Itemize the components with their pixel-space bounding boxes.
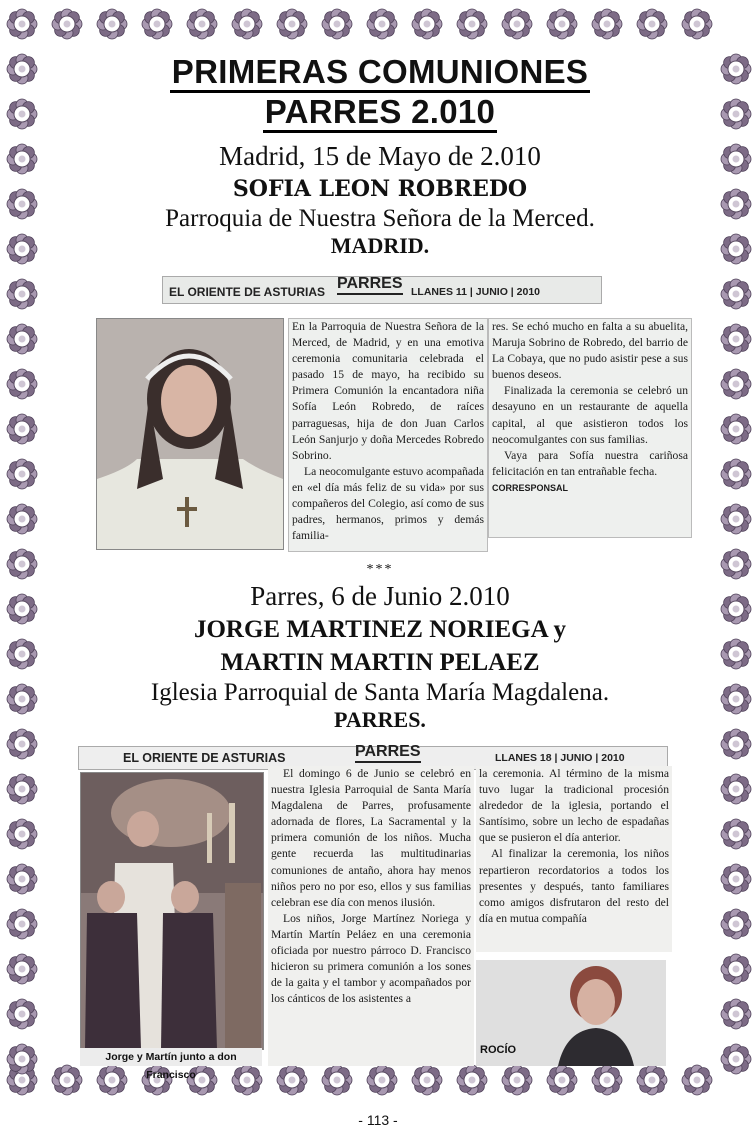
border-flower-icon: [7, 369, 37, 399]
border-flower-icon: [187, 9, 217, 39]
section1-girl-photo: [96, 318, 284, 550]
article-signature: CORRESPONSAL: [492, 482, 569, 493]
border-flower-icon: [721, 504, 751, 534]
article-paragraph: Finalizada la ceremonia se celebró un desayuno en un restaurante de aquella capital, al que asistieron todos los neocomulgantes con sus familias.: [492, 384, 688, 446]
border-flower-icon: [277, 9, 307, 39]
article-paragraph: res. Se echó mucho en falta a su abuelita, Maruja Sobrino de Robredo, del barrio de La Cobaya, que no pudo asistir pese a sus buenos deseos.: [492, 320, 688, 382]
border-flower-icon: [721, 234, 751, 264]
page-content: [48, 52, 712, 1082]
border-flower-icon: [142, 9, 172, 39]
border-flower-icon: [721, 729, 751, 759]
border-flower-icon: [232, 9, 262, 39]
article-paragraph: La neocomulgante estuvo acompañada en «el día más feliz de su vida» por sus compañeros del Colegio, así como de sus padres, hermanos, primos y demás familia-: [292, 464, 484, 543]
section1-article-col1: [288, 318, 488, 552]
border-flower-icon: [7, 819, 37, 849]
section2-parish: Iglesia Parroquial de Santa María Magdalena.: [150, 679, 610, 706]
section1-name: SOFIA LEON ROBREDO: [232, 176, 528, 202]
border-flower-icon: [592, 9, 622, 39]
section1-city: MADRID.: [330, 233, 430, 258]
border-flower-icon: [721, 909, 751, 939]
border-flower-icon: [7, 684, 37, 714]
border-flower-icon: [721, 144, 751, 174]
border-flower-icon: [721, 999, 751, 1029]
border-flower-icon: [7, 774, 37, 804]
border-flower-icon: [721, 954, 751, 984]
border-flower-icon: [322, 9, 352, 39]
border-flower-icon: [721, 369, 751, 399]
border-flower-icon: [7, 729, 37, 759]
article-paragraph: Los niños, Jorge Martínez Noriega y Martín Martín Peláez en una ceremonia oficiada por nuestro párroco D. Francisco hicieron su primera comunión a los sones de la gaita y el tambor y acompañados por los cánticos de los asistentes a: [271, 911, 471, 1006]
banner-section: PARRES: [337, 275, 403, 295]
page-number: - 113 -: [358, 1112, 398, 1128]
border-flower-icon: [7, 234, 37, 264]
page-title: [48, 52, 712, 132]
border-flower-icon: [721, 414, 751, 444]
border-flower-icon: [547, 9, 577, 39]
border-flower-icon: [721, 324, 751, 354]
border-flower-icon: [7, 549, 37, 579]
banner-edition: LLANES 11 | JUNIO | 2010: [411, 286, 541, 298]
border-flower-icon: [7, 954, 37, 984]
banner-paper-name: EL ORIENTE DE ASTURIAS: [169, 285, 326, 299]
banner-paper-name: EL ORIENTE DE ASTURIAS: [123, 751, 286, 765]
section2-date: Parres, 6 de Junio 2.010: [250, 581, 510, 611]
section1-newspaper-banner: [162, 276, 602, 304]
border-flower-icon: [7, 54, 37, 84]
article-paragraph: Vaya para Sofía nuestra cariñosa felicitación en tan entrañable fecha.: [492, 448, 688, 478]
border-flower-icon: [7, 459, 37, 489]
article-paragraph: El domingo 6 de Junio se celebró en nuestra Iglesia Parroquial de Santa María Magdalena de Parres, profusamente adornada de flores, La Sacramental y la primera comunión de los niños. Mucha gente recuerda las multitudinarias comuniones de antaño, ahora hay menos niños pero no por eso, ellos y sus familias celebran ese día con menos ilusión.: [271, 767, 471, 909]
section2-author-photo: [476, 960, 666, 1066]
border-flower-icon: [721, 819, 751, 849]
border-flower-icon: [502, 9, 532, 39]
border-flower-icon: [7, 504, 37, 534]
border-flower-icon: [52, 9, 82, 39]
border-flower-icon: [637, 9, 667, 39]
border-flower-icon: [7, 999, 37, 1029]
border-flower-icon: [457, 9, 487, 39]
border-flower-icon: [7, 279, 37, 309]
border-flower-icon: [7, 639, 37, 669]
section1-date: Madrid, 15 de Mayo de 2.010: [219, 141, 541, 171]
border-flower-icon: [7, 99, 37, 129]
border-flower-icon: [721, 54, 751, 84]
border-flower-icon: [721, 864, 751, 894]
section1-article-col2: [488, 318, 692, 538]
title-line-1: PRIMERAS COMUNIONES: [170, 53, 590, 93]
border-flower-icon: [7, 324, 37, 354]
border-flower-icon: [721, 459, 751, 489]
border-flower-icon: [721, 549, 751, 579]
section2-article-col1: [268, 766, 474, 1066]
border-flower-icon: [367, 9, 397, 39]
border-flower-icon: [721, 99, 751, 129]
photo-caption: Jorge y Martín junto a don Francisco: [80, 1048, 262, 1066]
section2-article-col2: [476, 766, 672, 952]
title-line-2: PARRES 2.010: [263, 93, 497, 133]
section2-names-line2: MARTIN MARTIN PELAEZ: [220, 649, 540, 676]
article-paragraph: la ceremonia. Al término de la misma tuvo lugar la tradicional procesión alrededor de la iglesia, portando el Santísimo, sobre un lecho de espadañas que se pusieron el día anterior.: [479, 767, 669, 845]
border-flower-icon: [7, 909, 37, 939]
section2-city: PARRES.: [334, 707, 426, 732]
border-flower-icon: [721, 1044, 751, 1074]
border-flower-icon: [721, 279, 751, 309]
border-flower-icon: [721, 189, 751, 219]
banner-edition: LLANES 18 | JUNIO | 2010: [495, 752, 625, 764]
border-flower-icon: [721, 684, 751, 714]
section-separator: ***: [366, 562, 394, 577]
section2-header: [48, 580, 712, 732]
border-flower-icon: [412, 9, 442, 39]
border-flower-icon: [7, 144, 37, 174]
border-flower-icon: [7, 189, 37, 219]
border-flower-icon: [97, 9, 127, 39]
section2-names-line1: JORGE MARTINEZ NORIEGA y: [193, 616, 567, 643]
article-paragraph: Al finalizar la ceremonia, los niños repartieron recordatorios a todos los presentes y después, tanto familiares como amigos disfrutaron del resto del día en mutua compañía: [479, 847, 669, 925]
border-flower-icon: [721, 594, 751, 624]
border-flower-icon: [7, 864, 37, 894]
border-flower-icon: [682, 9, 712, 39]
banner-section: PARRES: [355, 743, 421, 763]
border-flower-icon: [7, 414, 37, 444]
border-flower-icon: [721, 639, 751, 669]
border-flower-icon: [7, 1044, 37, 1074]
section1-parish: Parroquia de Nuestra Señora de la Merced.: [165, 205, 595, 232]
border-flower-icon: [7, 9, 37, 39]
section2-church-photo: [80, 772, 264, 1050]
article-paragraph: En la Parroquia de Nuestra Señora de la Merced, de Madrid, y en una emotiva ceremonia comunitaria celebrada el pasado 15 de mayo, ha recibido su Primera Comunión la encantadora niña Sofía León Robredo, de raíces parraguesas, hija de don Juan Carlos León Sanjurjo y doña Mercedes Robredo Sobrino.: [292, 320, 484, 462]
border-flower-icon: [721, 774, 751, 804]
article-signature: ROCÍO: [480, 1044, 517, 1056]
border-flower-icon: [7, 594, 37, 624]
